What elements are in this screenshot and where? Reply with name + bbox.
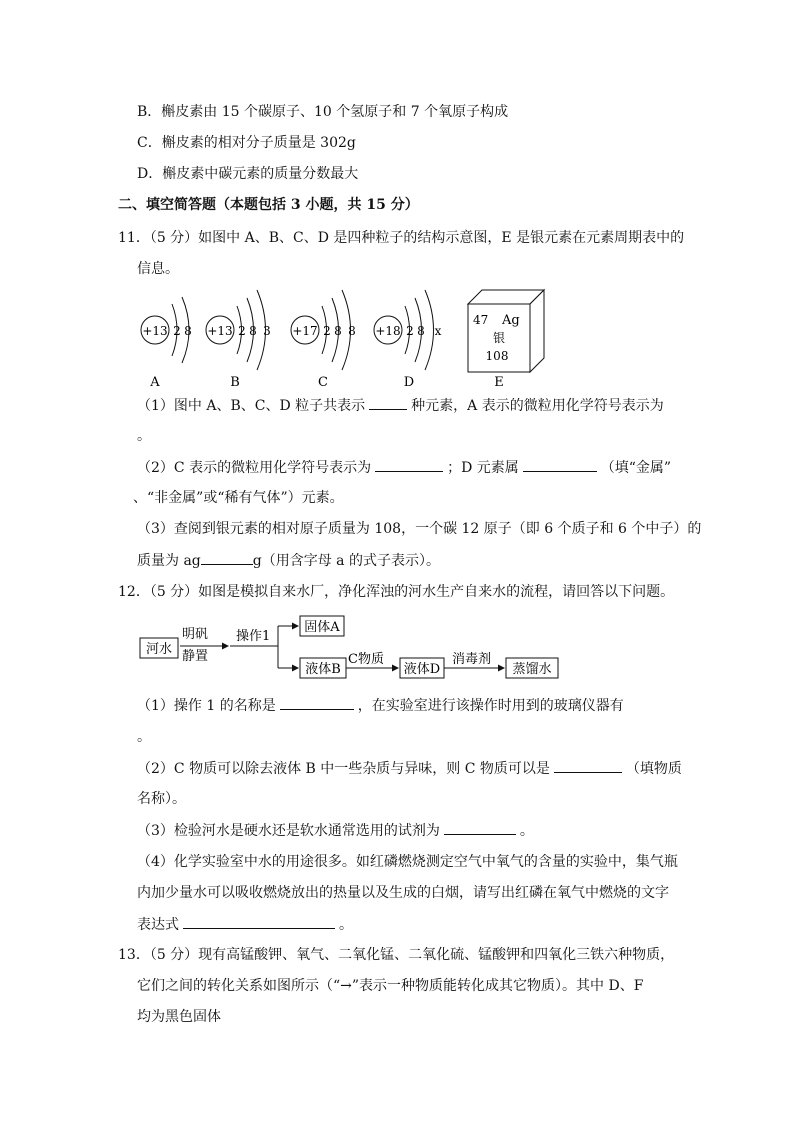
option-c: C．槲皮素的相对分子质量是 302g (137, 135, 356, 151)
option-b: B．槲皮素由 15 个碳原子、10 个氢原子和 7 个氧原子构成 (137, 104, 509, 120)
q11-part3-line2: 质量为 ag g（用含字母 a 的式子表示）。 (137, 550, 440, 571)
atom-b (206, 290, 271, 390)
q12-part4-line1: （4）化学实验室中水的用途很多。如红磷燃烧测定空气中氧气的含量的实验中，集气瓶 (137, 854, 678, 870)
answer-blank[interactable] (554, 758, 622, 773)
label-b: B (230, 375, 240, 390)
shell-d-3: x (434, 324, 442, 338)
atom-c (291, 290, 356, 390)
q12-part3: （3）检验河水是硬水还是软水通常选用的试剂为 。 (137, 820, 534, 841)
shell-b-1: 2 (238, 324, 246, 338)
shell-c-1: 2 (323, 324, 331, 338)
answer-blank[interactable] (280, 695, 354, 710)
shell-c-3: 8 (348, 324, 356, 338)
q12-stem: 12．（5 分）如图是模拟自来水厂，净化浑浊的河水生产自来水的流程，请回答以下问题。 (118, 584, 675, 600)
option-d: D．槲皮素中碳元素的质量分数最大 (137, 166, 359, 182)
atom-d (374, 290, 442, 390)
q11-stem-line1: 11．（5 分）如图中 A、B、C、D 是四种粒子的结构示意图，E 是银元素在元素周期表中的 (118, 230, 685, 246)
answer-blank[interactable] (183, 914, 335, 929)
q11-stem-line2: 信息。 (137, 261, 179, 277)
atomic-number: 47 (473, 313, 489, 327)
disinfectant-label: 消毒剂 (452, 652, 492, 667)
settle-label: 静置 (182, 649, 209, 664)
box-liquid-b: 液体B (305, 662, 341, 677)
q12-part4-line3: 表达式 。 (137, 914, 353, 935)
box-solid-a: 固体A (304, 620, 340, 635)
shell-b-3: 3 (263, 324, 271, 338)
shell-b-2: 8 (249, 324, 257, 338)
answer-blank[interactable] (375, 457, 443, 472)
nucleus-a: +13 (142, 324, 168, 338)
q13-stem-line1: 13．（5 分）现有高锰酸钾、氧气、二氧化锰、二氧化硫、锰酸钾和四氧化三铁六种物质， (118, 947, 675, 963)
q13-stem-line3: 均为黑色固体 (137, 1009, 221, 1025)
label-a: A (150, 375, 160, 390)
nucleus-d: +18 (375, 324, 401, 338)
label-d: D (403, 375, 415, 390)
element-symbol: Ag (502, 313, 520, 328)
answer-blank[interactable] (444, 820, 516, 835)
atom-structure-diagram (130, 282, 560, 392)
section-heading: 二、填空简答题（本题包括 3 小题，共 15 分） (118, 197, 419, 213)
q12-part2-cont: 名称）。 (137, 791, 186, 807)
q12-part1-end: 。 (137, 729, 151, 745)
q12-part2: （2）C 物质可以除去液体 B 中一些杂质与异味，则 C 物质可以是 （填物质 (137, 758, 682, 779)
water-purification-flowchart (138, 612, 568, 684)
label-e: E (494, 375, 504, 390)
q13-stem-line2: 它们之间的转化关系如图所示（“→”表示一种物质能转化成其它物质）。其中 D、F (137, 978, 644, 994)
element-name: 银 (492, 331, 506, 345)
shell-c-2: 8 (334, 324, 342, 338)
answer-blank[interactable] (523, 457, 597, 472)
answer-blank[interactable] (201, 550, 253, 565)
shell-a-1: 2 (173, 324, 181, 338)
q11-part2-cont: 、“非金属”或“稀有气体”）元素。 (133, 490, 344, 506)
nucleus-c: +17 (292, 324, 318, 338)
q12-part1: （1）操作 1 的名称是 ，在实验室进行该操作时用到的玻璃仪器有 (137, 695, 624, 716)
label-c: C (318, 375, 328, 390)
answer-blank[interactable] (369, 395, 407, 410)
q11-part1: （1）图中 A、B、C、D 粒子共表示 种元素，A 表示的微粒用化学符号表示为 (137, 395, 664, 416)
operation1-label: 操作1 (236, 629, 271, 644)
nucleus-b: +13 (207, 324, 233, 338)
q11-part2: （2）C 表示的微粒用化学符号表示为 ；D 元素属 （填“金属” (137, 457, 671, 478)
atom-a (141, 297, 192, 390)
atomic-mass: 108 (485, 349, 509, 363)
q12-part4-line2: 内加少量水可以吸收燃烧放出的热量以及生成的白烟，请写出红磷在氧气中燃烧的文字 (137, 885, 669, 901)
box-distilled-water: 蒸馏水 (512, 662, 552, 677)
q11-part3-line1: （3）查阅到银元素的相对原子质量为 108，一个碳 12 原子（即 6 个质子和 6 个中子）的 (137, 521, 702, 537)
shell-d-2: 8 (417, 324, 425, 338)
alum-label: 明矾 (182, 627, 209, 642)
c-substance-label: C物质 (348, 652, 384, 667)
shell-a-2: 8 (184, 324, 192, 338)
element-cell-silver (468, 290, 544, 390)
shell-d-1: 2 (406, 324, 414, 338)
q11-part1-end: 。 (137, 428, 151, 444)
box-liquid-d: 液体D (403, 662, 441, 677)
box-river-water: 河水 (145, 642, 173, 657)
